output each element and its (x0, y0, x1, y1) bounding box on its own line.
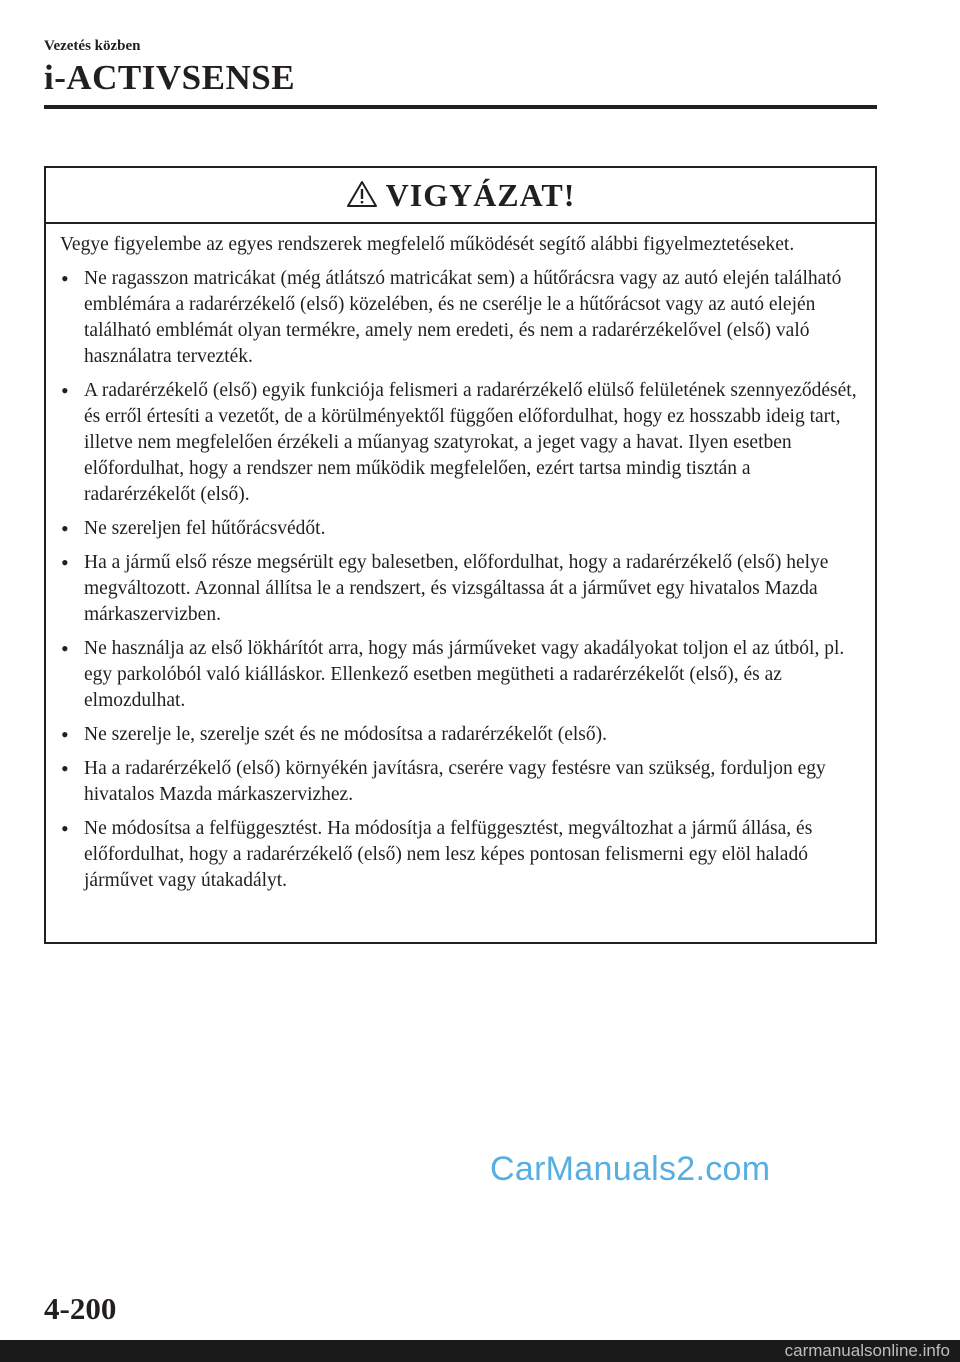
caution-item: • Ne ragasszon matricákat (még átlátszó matricákat sem) a hűtőrácsra vagy az autó elején található emblémára a radarérzékelő (első) közelében, és ne cserélje le a hűtőrácsot vagy az autó elején található emblémát olyan termékre, amely nem eredeti, és nem a radarérzékelővel (első) való használatra tervezték. (60, 266, 861, 370)
warning-triangle-icon (346, 180, 378, 208)
page-number: 4-200 (44, 1291, 117, 1326)
carmanuals-watermark: CarManuals2.com (490, 1150, 771, 1188)
caution-list (60, 266, 861, 894)
header-rule (44, 105, 877, 109)
caution-item: • Ha a radarérzékelő (első) környékén javításra, cserére vagy festésre van szükség, forduljon egy hivatalos Mazda márkaszervizhez. (60, 756, 861, 808)
footer-band (0, 1340, 960, 1362)
caution-item: • Ne használja az első lökhárítót arra, hogy más járműveket vagy akadályokat toljon el az útból, pl. egy parkolóból való kiálláskor. Ellenkező esetben megütheti a radarérzékelőt (első), és az elmozdulhat. (60, 636, 861, 714)
section-title: i-ACTIVSENSE (44, 58, 296, 97)
caution-item: • A radarérzékelő (első) egyik funkciója felismeri a radarérzékelő elülső felületének szennyeződését, és erről értesíti a vezetőt, de a körülményektől függően előfordulhat, hogy ez hosszabb ideig tart, illetve nem megfelelően érzékeli a műanyag szatyrokat, a jeget vagy a havat. Ilyen esetben előfordulhat, hogy a rendszer nem működik megfelelően, ezért tartsa mindig tisztán a radarérzékelőt (első). (60, 378, 861, 508)
caution-item: • Ne szereljen fel hűtőrácsvédőt. (60, 516, 861, 542)
caution-item: • Ne szerelje le, szerelje szét és ne módosítsa a radarérzékelőt (első). (60, 722, 861, 748)
source-watermark: carmanualsonline.info (784, 1341, 950, 1360)
caution-item: • Ha a jármű első része megsérült egy balesetben, előfordulhat, hogy a radarérzékelő (első) helye megváltozott. Azonnal állítsa le a rendszert, és vizsgáltassa át a járművet egy hivatalos Mazda márkaszervizben. (60, 550, 861, 628)
breadcrumb: Vezetés közben (44, 38, 141, 54)
caution-body (46, 224, 875, 894)
caution-item: • Ne módosítsa a felfüggesztést. Ha módosítja a felfüggesztést, megváltozhat a jármű állása, és előfordulhat, hogy a radarérzékelő (első) nem lesz képes pontosan felismerni egy elöl haladó járművet vagy útakadályt. (60, 816, 861, 894)
caution-title: VIGYÁZAT! (385, 176, 576, 213)
caution-intro: Vegye figyelembe az egyes rendszerek megfelelő működését segítő alábbi figyelmeztetéseket. (60, 234, 795, 255)
caution-header (46, 168, 875, 224)
caution-box (44, 166, 877, 944)
